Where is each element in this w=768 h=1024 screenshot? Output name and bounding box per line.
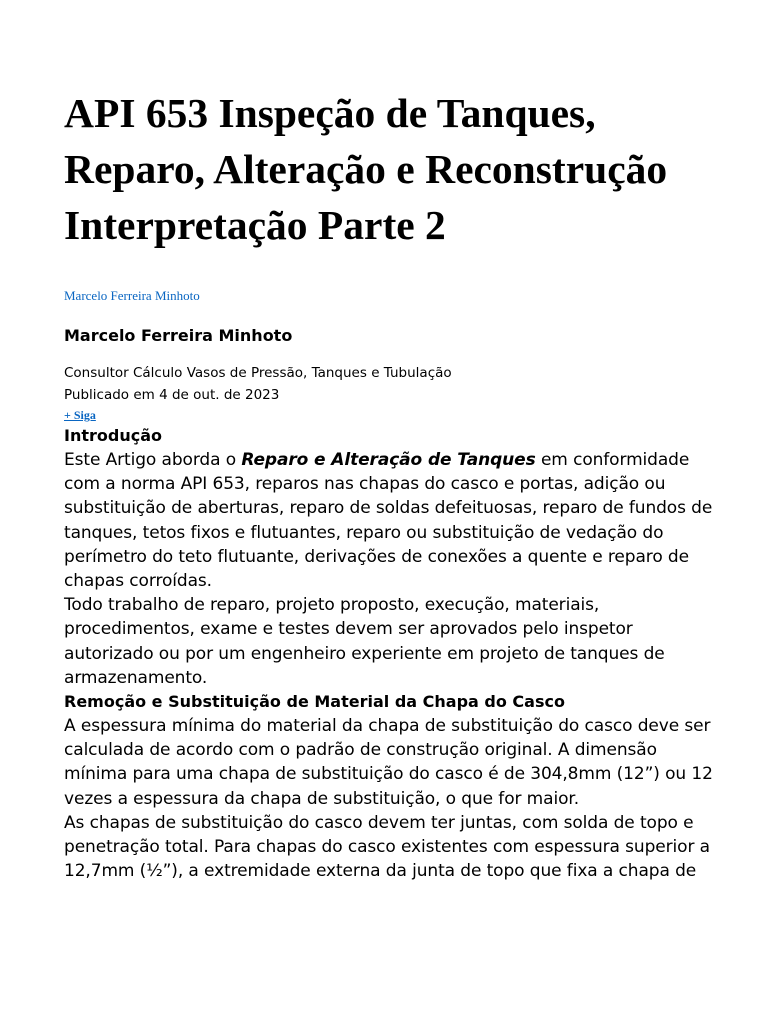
publish-date: Publicado em 4 de out. de 2023 [64,387,280,403]
author-name: Marcelo Ferreira Minhoto [64,326,293,345]
article [64,85,724,883]
section2-paragraph-1: A espessura mínima do material da chapa de substituição do casco deve ser calculada de acordo com o padrão de construção original. A dimensão mínima para uma chapa de substituição do casco é de 304,8mm (12”) ou 12 vezes a espessura da chapa de substituição, o que for maior. [64,716,713,809]
intro-paragraph-1 [64,448,724,593]
intro-p1-emphasis: Reparo e Alteração de Tanques [241,450,536,470]
intro-paragraph-2: Todo trabalho de reparo, projeto proposto, execução, materiais, procedimentos, exame e testes devem ser aprovados pelo inspetor autorizado ou por um engenheiro experiente em projeto de tanques de armazenamento. [64,595,665,688]
section-heading-remocao: Remoção e Substituição de Material da Chapa do Casco [64,692,565,712]
article-title: API 653 Inspeção de Tanques, Reparo, Alteração e Reconstrução Interpretação Parte 2 [64,90,668,248]
author-profile-link[interactable]: Marcelo Ferreira Minhoto [64,288,200,303]
section-heading-introducao: Introdução [64,426,162,445]
author-headline: Consultor Cálculo Vasos de Pressão, Tanques e Tubulação [64,365,452,381]
section2-paragraph-2: As chapas de substituição do casco devem ter juntas, com solda de topo e penetração total. Para chapas do casco existentes com espessura superior a 12,7mm (½”), a extremidade externa da junta de topo que fixa a chapa de [64,812,710,882]
article-body [64,424,724,883]
intro-p1-lead: Este Artigo aborda o [64,450,242,470]
intro-p1-rest: em conformidade com a norma API 653, reparos nas chapas do casco e portas, adição ou substituição de aberturas, reparo de soldas defeituosas, reparo de fundos de tanques, tetos fixos e flutuantes, reparo ou substituição de vedação do perímetro do teto flutuante, derivações de conexões a quente e reparo de chapas corroídas. [64,450,713,592]
follow-button[interactable]: + Siga [64,408,96,422]
